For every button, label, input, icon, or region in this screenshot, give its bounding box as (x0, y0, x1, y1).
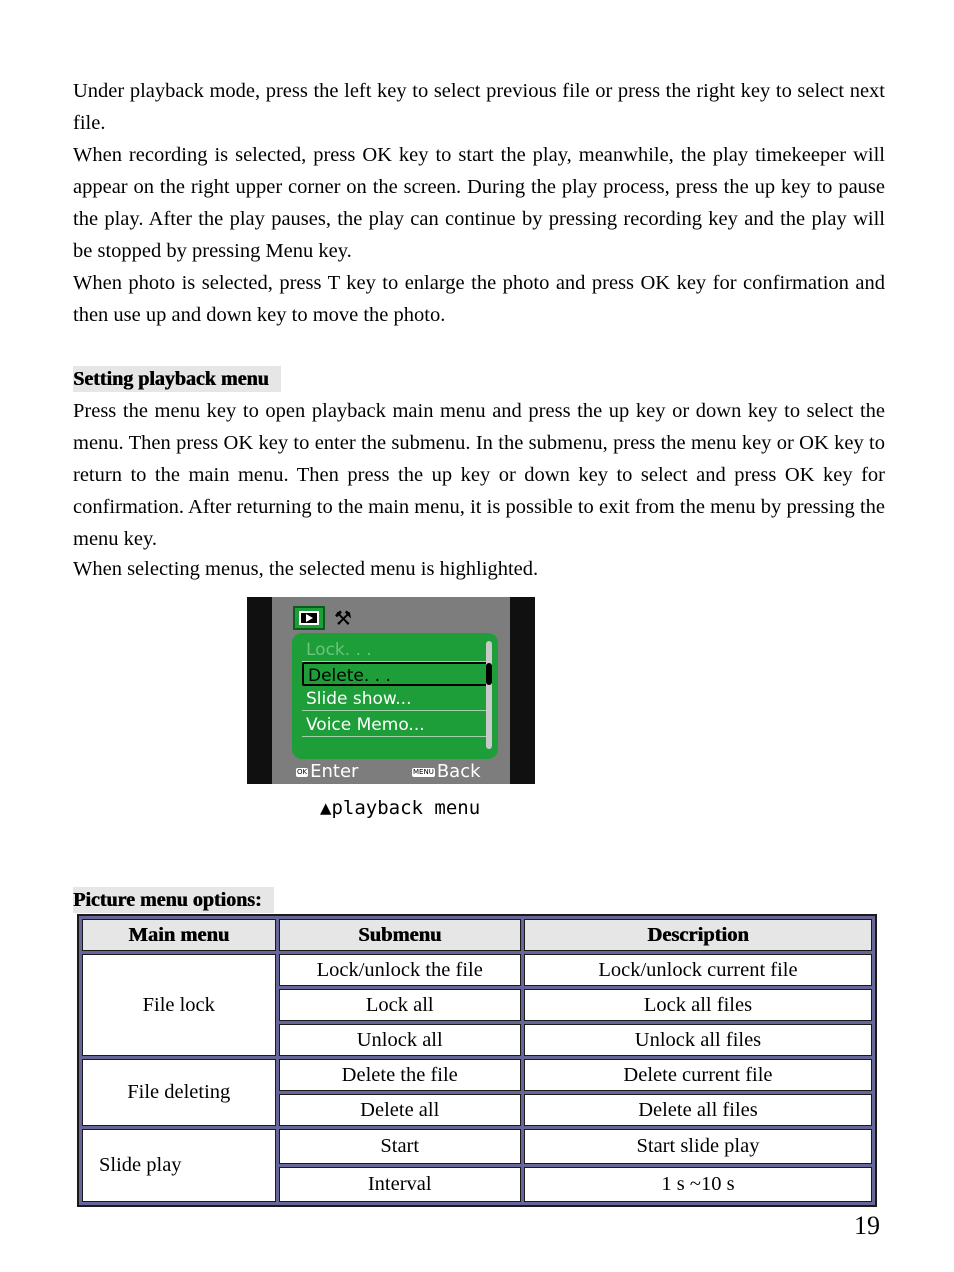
main-menu-cell: Slide play (82, 1129, 276, 1202)
menu-scrollbar[interactable] (486, 641, 492, 749)
description-cell: Delete current file (524, 1059, 872, 1091)
figure-caption: ▲playback menu (320, 797, 481, 819)
menu-panel (292, 633, 498, 759)
description-cell: Lock all files (524, 989, 872, 1021)
submenu-cell: Unlock all (279, 1024, 521, 1056)
column-header-description: Description (524, 919, 872, 951)
table-header-row (82, 919, 872, 951)
description-cell: Start slide play (524, 1129, 872, 1164)
menu-item-lock[interactable]: Lock. . . (302, 638, 492, 662)
back-softkey[interactable] (412, 761, 481, 783)
submenu-cell: Interval (279, 1167, 521, 1202)
menu-item-slide-show[interactable]: Slide show... (302, 687, 492, 711)
main-menu-cell: File lock (82, 954, 276, 1056)
paragraph-navigation: Under playback mode, press the left key to select previous file or press the right key to select next file. (73, 80, 885, 134)
submenu-cell: Delete the file (279, 1059, 521, 1091)
column-header-submenu: Submenu (279, 919, 521, 951)
menu-list (302, 638, 492, 752)
screen-display (272, 597, 510, 784)
paragraph-highlight-note: When selecting menus, the selected menu is highlighted. (73, 558, 539, 580)
enter-label: Enter (310, 761, 359, 782)
scrollbar-thumb[interactable] (486, 663, 492, 685)
paragraph-photo: When photo is selected, press T key to enlarge the photo and press OK key for confirmation and then use up and down key to move the photo. (73, 272, 885, 326)
ok-key-icon: OK (297, 767, 308, 776)
playback-menu-screen (247, 597, 535, 784)
menu-item-delete[interactable]: Delete. . . (302, 662, 492, 686)
description-cell: Delete all files (524, 1094, 872, 1126)
submenu-cell: Start (279, 1129, 521, 1164)
picture-menu-options-table (77, 914, 877, 1207)
submenu-cell: Lock all (279, 989, 521, 1021)
table-row (82, 1129, 872, 1164)
menu-key-icon: MENU (413, 767, 434, 776)
enter-softkey[interactable] (296, 761, 358, 783)
submenu-cell: Lock/unlock the file (279, 954, 521, 986)
submenu-cell: Delete all (279, 1094, 521, 1126)
main-menu-cell: File deleting (82, 1059, 276, 1126)
table-row (82, 1059, 872, 1091)
table-row (82, 954, 872, 986)
description-cell: Lock/unlock current file (524, 954, 872, 986)
section-heading-picture-menu: Picture menu options: (73, 887, 274, 913)
menu-item-voice-memo[interactable]: Voice Memo... (302, 713, 492, 737)
description-cell: 1 s ~10 s (524, 1167, 872, 1202)
back-label: Back (436, 761, 481, 782)
page-number: 19 (854, 1211, 880, 1240)
settings-icon: ⚒ (334, 606, 352, 630)
description-cell: Unlock all files (524, 1024, 872, 1056)
paragraph-recording: When recording is selected, press OK key to start the play, meanwhile, the play timekeeper will appear on the right upper corner on the screen. During the play process, press the up key to pause the play. After the play pauses, the play can continue by pressing recording key and the play will be stopped by pressing Menu key. (73, 144, 885, 262)
section-heading-playback-menu: Setting playback menu (73, 366, 281, 392)
column-header-main-menu: Main menu (82, 919, 276, 951)
play-icon (293, 606, 325, 630)
paragraph-playback-menu: Press the menu key to open playback main menu and press the up key or down key to select the menu. Then press OK key to enter the submenu. In the submenu, press the menu key or OK key to return to the main menu. Then press the up key or down key to select and press OK key for confirmation. After returning to the main menu, it is possible to exit from the menu by pressing the menu key. (73, 400, 885, 550)
